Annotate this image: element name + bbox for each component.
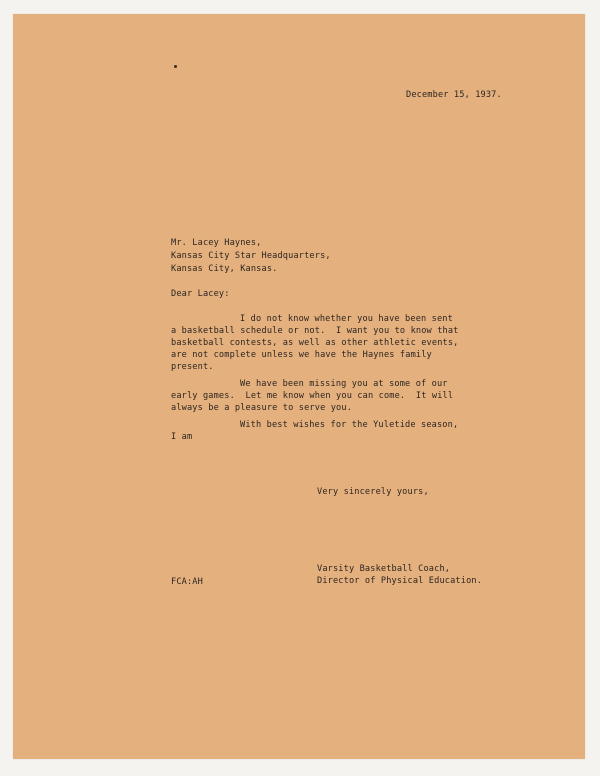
letter-page (13, 14, 585, 759)
salutation: Dear Lacey: (171, 289, 230, 299)
recipient-organization: Kansas City Star Headquarters, (171, 251, 331, 261)
paragraph-1-line-1: I do not know whether you have been sent (240, 314, 453, 324)
signature-title-1: Varsity Basketball Coach, (317, 564, 451, 574)
paragraph-1-line-5: present. (171, 362, 214, 372)
recipient-name: Mr. Lacey Haynes, (171, 238, 262, 248)
reference-initials: FCA:AH (171, 577, 203, 587)
paragraph-1-line-2: a basketball schedule or not. I want you to know that (171, 326, 459, 336)
closing-lead: I am (171, 432, 193, 442)
recipient-city: Kansas City, Kansas. (171, 264, 278, 274)
complimentary-close: Very sincerely yours, (317, 487, 429, 497)
paragraph-2-line-1: We have been missing you at some of our (240, 379, 448, 389)
paragraph-3: With best wishes for the Yuletide season, (240, 420, 459, 430)
paragraph-2-line-3: always be a pleasure to serve you. (171, 403, 353, 413)
ink-spot (174, 65, 177, 68)
signature-title-2: Director of Physical Education. (317, 576, 483, 586)
paragraph-1-line-4: are not complete unless we have the Haynes family (171, 350, 432, 360)
paragraph-2-line-2: early games. Let me know when you can come. It will (171, 391, 454, 401)
paragraph-1-line-3: basketball contests, as well as other athletic events, (171, 338, 459, 348)
letter-date: December 15, 1937. (406, 90, 502, 100)
